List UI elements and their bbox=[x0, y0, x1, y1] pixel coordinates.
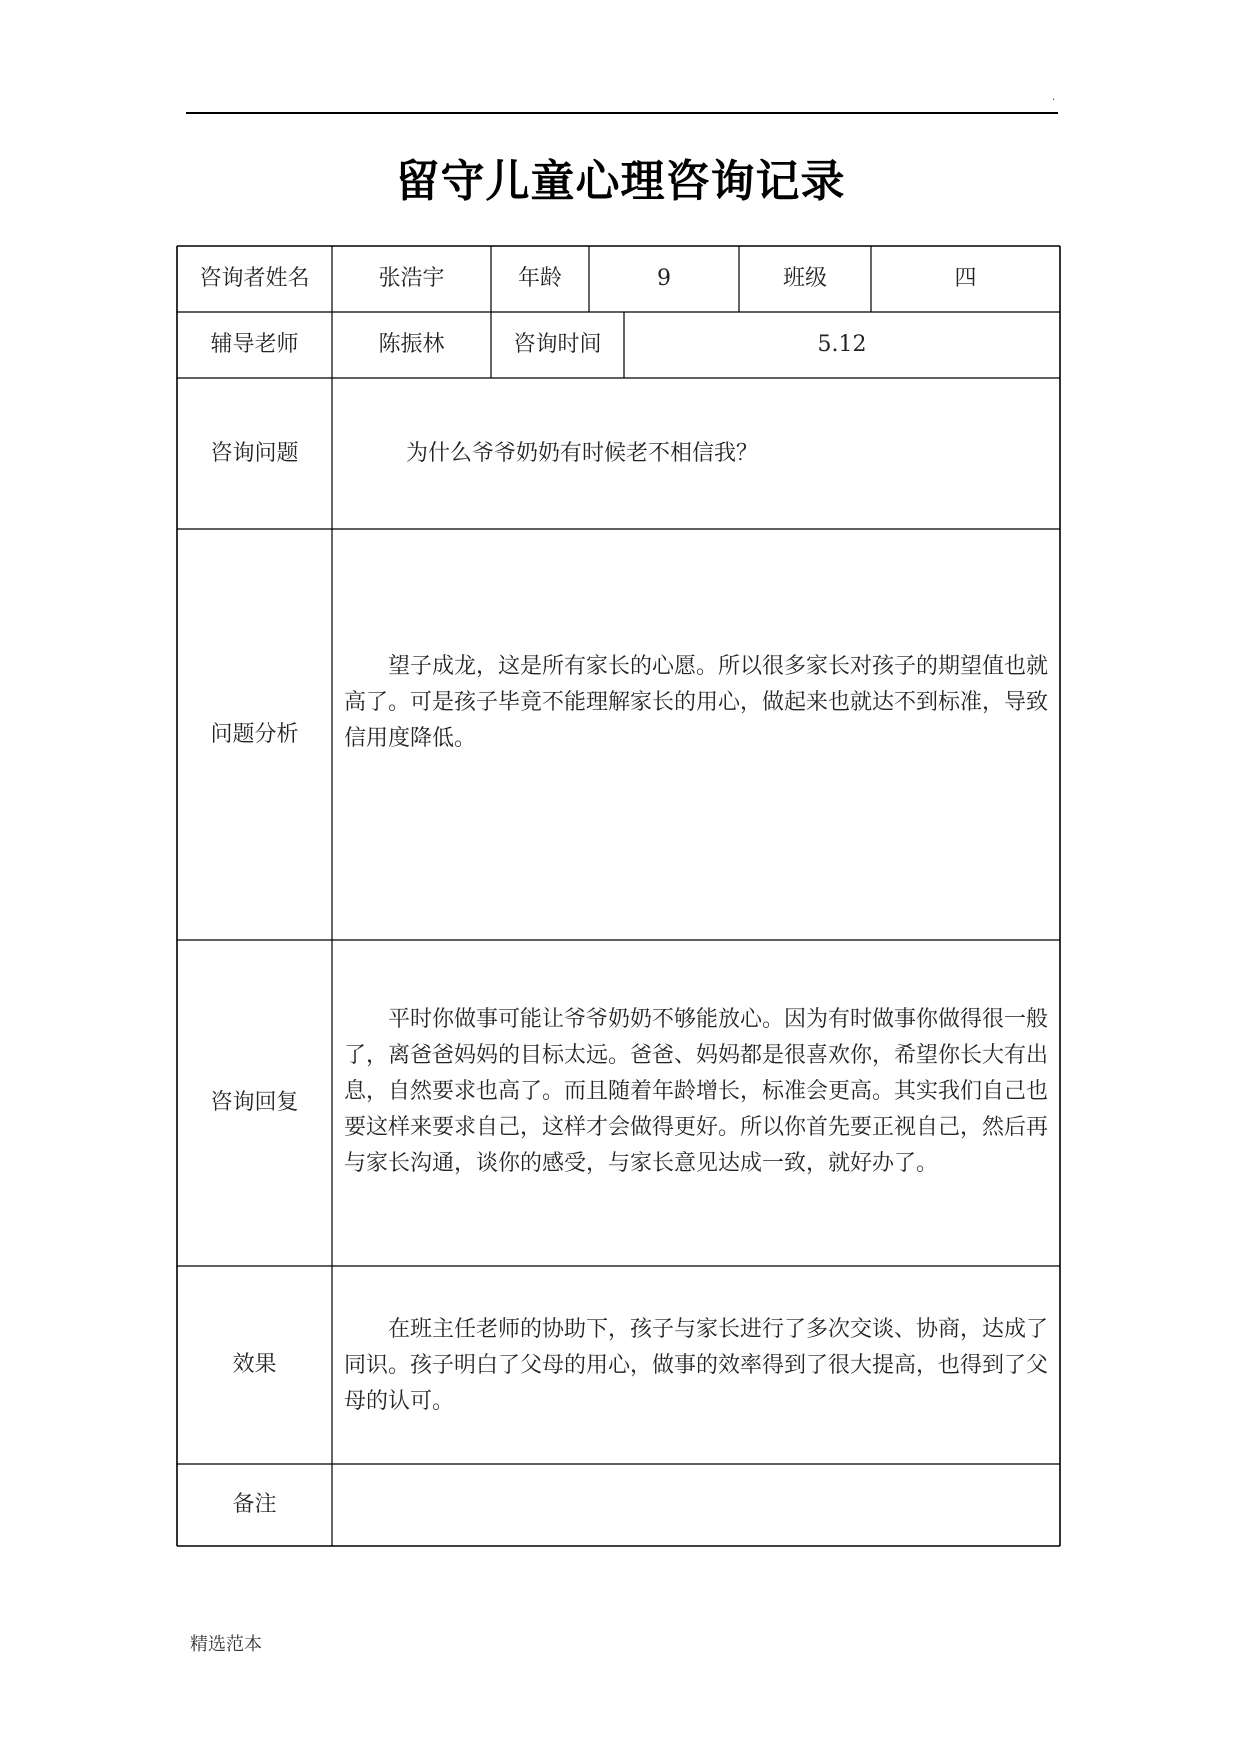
time-value: 5.12 bbox=[817, 332, 867, 357]
remark-label: 备注 bbox=[232, 1492, 277, 1517]
class-label: 班级 bbox=[782, 266, 827, 291]
teacher-value: 陈振林 bbox=[378, 332, 445, 357]
header-rule bbox=[186, 112, 1058, 114]
question-label: 咨询问题 bbox=[210, 440, 299, 466]
analysis-label: 问题分析 bbox=[210, 721, 299, 747]
reply-label: 咨询回复 bbox=[210, 1090, 299, 1115]
age-value: 9 bbox=[657, 266, 671, 291]
name-value: 张浩宇 bbox=[378, 266, 445, 291]
analysis-text bbox=[344, 529, 1048, 940]
age-label: 年龄 bbox=[517, 266, 562, 291]
reply-value: 平时你做事可能让爷爷奶奶不够能放心。因为有时做事你做得很一般了，离爸爸妈妈的目标太远。爸爸、妈妈都是很喜欢你，希望你长大有出息，自然要求也高了。而且随着年龄增长，标准会更高。其实我们自己也要这样来要求自己，这样才会做得更好。所以你首先要正视自己，然后再与家长沟通，谈你的感受，与家长意见达成一致，就好办了。 bbox=[344, 1007, 1049, 1176]
effect-label: 效果 bbox=[232, 1352, 277, 1377]
header-mark: . bbox=[1052, 92, 1056, 103]
remark-value bbox=[344, 1464, 1048, 1546]
teacher-label: 辅导老师 bbox=[210, 332, 299, 357]
effect-value: 在班主任老师的协助下，孩子与家长进行了多次交谈、协商，达成了同识。孩子明白了父母的用心，做事的效率得到了很大提高，也得到了父母的认可。 bbox=[344, 1317, 1049, 1414]
time-label: 咨询时间 bbox=[513, 332, 602, 357]
footer-note: 精选范本 bbox=[190, 1634, 262, 1655]
reply-text bbox=[344, 940, 1048, 1266]
question-value: 为什么爷爷奶奶有时候老不相信我？ bbox=[406, 440, 759, 466]
name-label: 咨询者姓名 bbox=[199, 266, 310, 291]
effect-text bbox=[344, 1266, 1048, 1464]
analysis-value: 望子成龙，这是所有家长的心愿。所以很多家长对孩子的期望值也就高了。可是孩子毕竟不能理解家长的用心，做起来也就达不到标准，导致信用度降低。 bbox=[344, 654, 1049, 751]
class-value: 四 bbox=[954, 266, 977, 291]
page-title: 留守儿童心理咨询记录 bbox=[395, 156, 846, 207]
